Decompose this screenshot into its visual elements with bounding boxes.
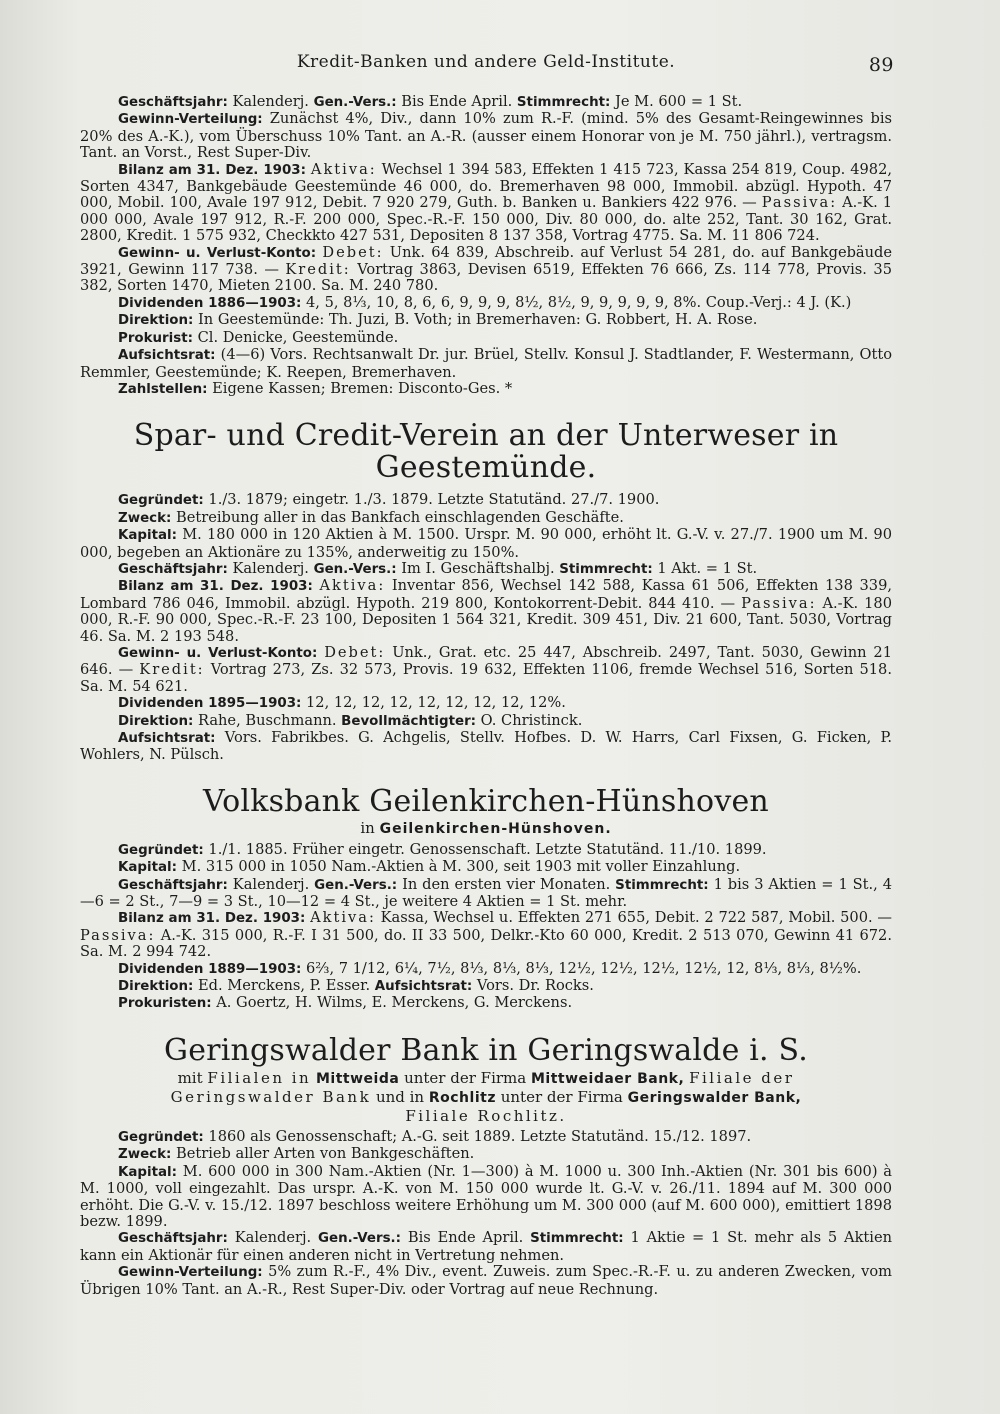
paragraph-supervisory-board [80,730,892,764]
text: Bis Ende April. [396,93,517,110]
paragraph-purpose [80,1146,892,1163]
text: Filialen in [207,1068,312,1087]
text: Eigene Kassen; Bremen: Disconto-Ges. * [207,379,513,397]
text: Filiale der [689,1068,795,1087]
entry-subtitle [80,820,892,838]
label-stimmrecht: Stimmrecht: [559,561,653,577]
text: M. 600 000 in 300 Nam.-Aktien (Nr. 1—300) à M. 1000 u. 300 Inh.-Aktien (Nr. 301 bis 600) à M. 1000, voll eingezahlt. Das urspr. A.-K. von M. 150 000 wurde lt. G.-V. v. 26./11. 1894 auf M. 300 000 erhöht. Die G.-V. v. 15./12. 1897 beschloss weitere Erhöhung um M. 300 000 (auf M. 600 000), emittiert 1898 bezw. 1899. [80,1162,892,1230]
subtitle-line-3 [80,1107,892,1125]
label-aufsichtsrat: Aufsichtsrat: [118,731,216,746]
label-debet: Debet: [322,243,384,261]
label-bilanz: Bilanz am 31. Dez. 1903: [118,911,306,927]
text: 12, 12, 12, 12, 12, 12, 12, 12, 12%. [301,694,566,712]
entry-title: Volksbank Geilenkirchen-Hünshoven [203,783,769,819]
label-prokurist: Prokurist: [118,330,193,346]
text: Filiale Rochlitz. [405,1106,567,1125]
paragraph-capital [80,859,892,876]
label-bilanz: Bilanz am 31. Dez. 1903: [118,579,313,595]
label-kapital: Kapital: [118,860,177,876]
paragraph-business-year [80,561,892,578]
text: A.-K. 1 000 000, Avale 197 912, R.-F. 200 000, Spec.-R.-F. 150 000, Div. 80 000, do. alte 252, Tant. 30 162, Grat. 2800, Kredit. 1 575 932, Checkkto 427 531, Depositen 8 137 358, Vortrag 4775. Sa. M. 11 806 724. [80,194,893,245]
text: in [360,818,380,837]
text: 1 Aktie = 1 St. mehr als 5 Aktien kann ein Aktionär für einen anderen nicht in Vertretung nehmen. [80,1229,892,1264]
paragraph-business-year [80,1230,892,1264]
text: Im I. Geschäftshalbj. [396,559,560,577]
place-name: Geilenkirchen-Hünshoven. [379,820,612,837]
text: Betreibung aller in das Bankfach einschlagenden Geschäfte. [171,508,624,526]
text: Kalenderj. [227,559,314,577]
entry-subtitle [80,1069,892,1125]
text: 1./3. 1879; eingetr. 1./3. 1879. Letzte Statutänd. 27./7. 1900. [203,491,660,509]
label-prokuristen: Prokuristen: [118,996,212,1012]
label-stimmrecht: Stimmrecht: [615,877,709,893]
label-kredit: Kredit: [139,661,205,679]
label-passiva: Passiva: [761,194,838,212]
label-stimmrecht: Stimmrecht: [530,1231,624,1247]
label-debet: Debet: [324,643,386,661]
label-kapital: Kapital: [118,528,177,544]
text: Kalenderj. [227,875,315,893]
label-dividenden: Dividenden 1886—1903: [118,295,302,311]
label-gegruendet: Gegründet: [118,842,204,858]
label-gen-vers: Gen.-Vers.: [318,1231,402,1247]
paragraph-balance [80,162,892,245]
label-gewinn-verteilung: Gewinn-Verteilung: [118,112,263,128]
label-aktiva: Aktiva: [310,160,377,178]
paragraph-balance [80,578,892,645]
entry-geringswalder-bank [80,1032,892,1298]
paragraph-capital [80,1164,892,1231]
text: Rahe, Buschmann. [193,711,342,729]
label-geschaeftsjahr: Geschäftsjahr: [118,95,228,110]
label-gegruendet: Gegründet: [118,1129,204,1145]
label-zweck: Zweck: [118,510,172,526]
label-passiva: Passiva: [80,926,156,944]
label-stimmrecht: Stimmrecht: [516,95,611,110]
paragraph-purpose [80,510,892,527]
label-gewinn-verlust: Gewinn- u. Verlust-Konto: [118,245,317,261]
text: Bis Ende April. [401,1229,531,1247]
paragraph-direction [80,978,892,995]
paragraph-founded [80,492,892,509]
text: M. 315 000 in 1050 Nam.-Aktien à M. 300, seit 1903 mit voller Einzahlung. [176,858,741,876]
running-head [80,52,894,76]
entry-title: Spar- und Credit-Verein an der Unterweser in Geestemünde. [133,418,839,486]
label-gen-vers: Gen.-Vers.: [314,877,398,893]
text: In Geestemünde: Th. Juzi, B. Voth; in Bremerhaven: G. Robbert, H. A. Rose. [193,311,758,329]
text: Vors. Dr. Rocks. [472,977,594,995]
text: Je M. 600 = 1 St. [610,93,743,110]
paragraph-profit-distribution [80,111,892,161]
text: In den ersten vier Monaten. [397,875,616,893]
label-kredit: Kredit: [285,261,351,279]
label-direktion: Direktion: [118,713,194,729]
entry-title: Geringswalder Bank in Geringswalde i. S. [164,1032,808,1068]
label-gen-vers: Gen.-Vers.: [313,95,397,110]
entry-volksbank-geilenkirchen [80,783,893,1013]
paragraph-profit-distribution [80,1264,892,1298]
label-gen-vers: Gen.-Vers.: [313,561,397,577]
paragraph-business-year [80,94,892,111]
text: Unk. 64 839, Abschreib. auf Verlust 54 281, do. auf Bankgebäude 3921, Gewinn 117 738. — [80,243,892,279]
paragraph-supervisory-board [80,347,892,381]
text: A.-K. 180 000, R.-F. 90 000, Spec.-R.-F. 23 100, Depositen 1 564 321, Kredit. 309 451, Div. 21 600, Tant. 5030, Vortrag 46. Sa. M. 2 193 548. [80,594,892,645]
paragraph-direction [80,312,892,329]
text: Inventar 856, Wechsel 142 588, Kassa 61 506, Effekten 138 339, Lombard 786 046, Immobil. abzügl. Hypoth. 219 800, Kontokorrent-Debit. 844 410. — [80,577,892,612]
text: 5% zum R.-F., 4% Div., event. Zuweis. zum Spec.-R.-F. u. zu anderen Zwecken, vom Übrigen 10% Tant. an A.-R., Rest Super-Div. oder Vortrag auf neue Rechnung. [80,1263,892,1298]
text: 1 Akt. = 1 St. [652,559,758,577]
paragraph-dividends [80,961,892,978]
label-aktiva: Aktiva: [319,577,386,595]
place-name: Mittweida [316,1070,400,1087]
label-direktion: Direktion: [118,313,194,329]
text: 1 bis 3 Aktien = 1 St., 4—6 = 2 St., 7—9 = 3 St., 10—12 = 4 St., je weitere 4 Aktien = 1 St. mehr. [80,875,892,911]
text: mit [177,1068,208,1087]
label-direktion: Direktion: [118,979,194,995]
label-geschaeftsjahr: Geschäftsjahr: [118,561,228,577]
text: Kalenderj. [227,1229,318,1247]
text: Kalenderj. [227,93,314,110]
text: Vortrag 273, Zs. 32 573, Provis. 19 632, Effekten 1106, fremde Wechsel 516, Sorten 518. Sa. M. 54 621. [80,661,892,695]
text: unter der Firma [399,1068,531,1087]
text: unter der Firma [495,1087,628,1106]
text: A. Goertz, H. Wilms, E. Merckens, G. Merckens. [211,994,573,1012]
text: 6⅔, 7 1/12, 6¼, 7½, 8⅓, 8⅓, 8⅓, 12½, 12½, 12½, 12½, 12, 8⅓, 8⅓, 8½%. [301,959,862,977]
label-aufsichtsrat: Aufsichtsrat: [118,348,216,364]
place-name: Rochlitz [428,1089,496,1106]
text: O. Christinck. [476,711,583,729]
label-bilanz: Bilanz am 31. Dez. 1903: [118,162,306,178]
text: Unk., Grat. etc. 25 447, Abschreib. 2497, Tant. 5030, Gewinn 21 646. — [80,643,892,679]
label-gegruendet: Gegründet: [118,493,204,509]
paragraph-dividends [80,695,892,712]
text: Kassa, Wechsel u. Effekten 271 655, Debit. 2 722 587, Mobil. 500. — [375,909,893,927]
label-gewinn-verteilung: Gewinn-Verteilung: [118,1265,263,1281]
text: Geringswalder Bank [170,1087,372,1106]
firm-name: Geringswalder Bank, [627,1089,802,1106]
label-passiva: Passiva: [741,594,817,612]
text: Cl. Denicke, Geestemünde. [192,328,399,346]
paragraph-paying-agents [80,381,892,398]
label-zahlstellen: Zahlstellen: [118,381,208,397]
entry-credit-bank-continued [80,94,892,398]
paragraph-procurator [80,330,892,347]
text: M. 180 000 in 120 Aktien à M. 1500. Urspr. M. 90 000, erhöht lt. G.-V. v. 27./7. 1900 um M. 90 000, begeben an Aktionäre zu 135%, anderweitig zu 150%. [80,526,892,561]
text: 4, 5, 8⅓, 10, 8, 6, 6, 9, 9, 9, 8½, 8½, 9, 9, 9, 9, 9, 8%. Coup.-Verj.: 4 J. (K.) [301,293,852,311]
paragraph-procurators [80,995,892,1012]
subtitle-line-2 [80,1088,892,1107]
label-zweck: Zweck: [118,1147,172,1163]
label-kapital: Kapital: [118,1164,177,1180]
paragraph-balance [80,910,892,960]
text: Ed. Merckens, P. Esser. [193,977,375,995]
paragraph-business-year [80,877,892,911]
entry-spar-credit-verein [80,420,892,764]
text: Vortrag 3863, Devisen 6519, Effekten 76 666, Zs. 114 778, Provis. 35 382, Sorten 1470, Mieten 2100. Sa. M. 240 780. [80,261,892,295]
paragraph-profit-loss [80,645,892,695]
label-aktiva: Aktiva: [310,909,376,927]
label-geschaeftsjahr: Geschäftsjahr: [118,1231,228,1247]
text: (4—6) Vors. Rechtsanwalt Dr. jur. Brüel, Stellv. Konsul J. Stadtlander, F. Westermann, Otto Remmler, Geestemünde; K. Reepen, Bremerhaven. [80,346,892,381]
text: 1860 als Genossenschaft; A.-G. seit 1889. Letzte Statutänd. 15./12. 1897. [203,1127,752,1145]
page-number: 89 [868,54,894,76]
text: 1./1. 1885. Früher eingetr. Genossenschaft. Letzte Statutänd. 11./10. 1899. [203,840,767,858]
label-aufsichtsrat: Aufsichtsrat: [374,979,473,995]
paragraph-founded [80,1129,892,1146]
text: Vors. Fabrikbes. G. Achgelis, Stellv. Hofbes. D. W. Harrs, Carl Fixsen, G. Ficken, P. Wohlers, N. Pülsch. [80,729,892,764]
firm-name: Mittweidaer Bank, [530,1070,685,1087]
paragraph-profit-loss [80,245,892,295]
text: Wechsel 1 394 583, Effekten 1 415 723, Kassa 254 819, Coup. 4982, Sorten 4347, Bankgebäude Geestemünde 46 000, do. Bremerhaven 98 000, Immobil. abzügl. Hypoth. 47 000, Mobil. 100, Avale 197 912, Debit. 7 920 279, Guth. b. Banken u. Bankiers 422 976. — [80,160,893,212]
label-gewinn-verlust: Gewinn- u. Verlust-Konto: [118,645,318,661]
text: A.-K. 315 000, R.-F. I 31 500, do. II 33 500, Delkr.-Kto 60 000, Kredit. 2 513 070, Gewinn 41 672. Sa. M. 2 994 742. [80,926,892,961]
text: und in [371,1087,429,1106]
text: Zunächst 4%, Div., dann 10% zum R.-F. (mind. 5% des Gesamt-Reingewinnes bis 20% des A.-K.), vom Überschuss 10% Tant. an A.-R. (ausser einem Honorar von je M. 750 jährl.), vertragsm. Tant. an Vorst., Rest Super-Div. [80,110,892,162]
paragraph-dividends [80,295,892,312]
label-dividenden: Dividenden 1889—1903: [118,961,302,977]
label-dividenden: Dividenden 1895—1903: [118,696,302,712]
running-title: Kredit-Banken und andere Geld-Institute. [296,52,676,72]
label-bevollmaechtigter: Bevollmächtigter: [341,713,477,729]
paragraph-capital [80,527,892,561]
label-geschaeftsjahr: Geschäftsjahr: [118,877,228,893]
subtitle-line-1 [80,1069,892,1088]
paragraph-direction [80,713,892,730]
text: Betrieb aller Arten von Bankgeschäften. [171,1145,475,1163]
paragraph-founded [80,842,892,859]
